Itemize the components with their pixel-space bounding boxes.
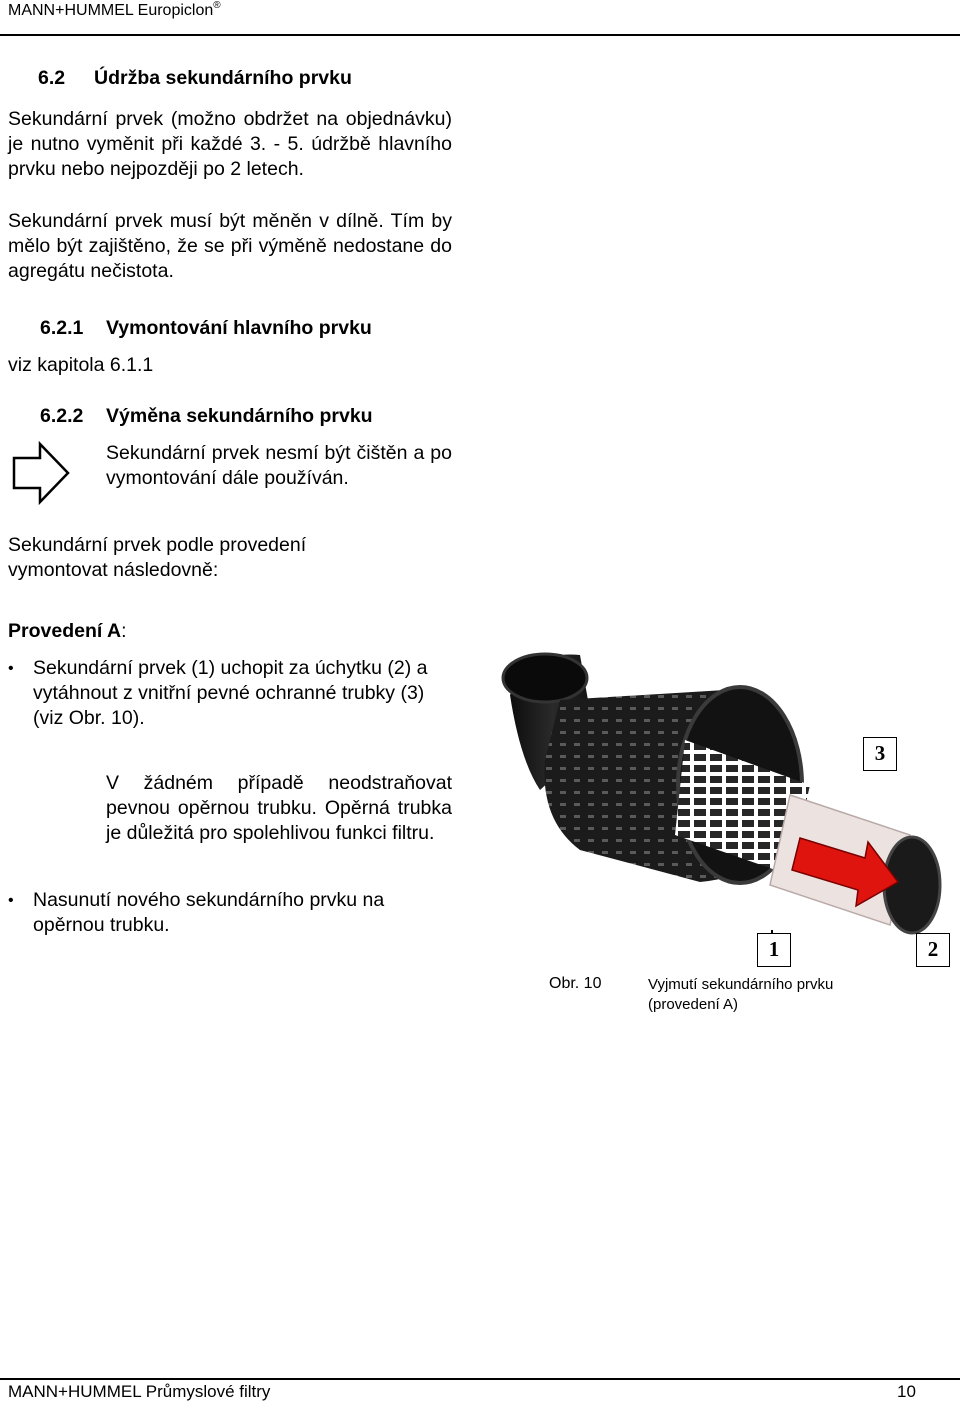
notice-arrow-icon	[10, 440, 72, 506]
subsection-number: 6.2.1	[40, 317, 84, 339]
subsection-heading-6-2-2	[40, 405, 373, 428]
callout-3: 3	[863, 737, 897, 771]
section-number: 6.2	[38, 67, 66, 89]
procedure-list-1	[8, 656, 456, 731]
figure-caption: Vyjmutí sekundárního prvku (provedení A)	[648, 976, 834, 1013]
page-header	[8, 2, 221, 20]
figure-number: Obr. 10	[549, 975, 602, 992]
subsection-heading-6-2-1	[40, 317, 372, 340]
inlet-opening	[503, 654, 587, 702]
header-divider	[0, 34, 960, 36]
procedure-intro: Sekundární prvek podle provedení vymontovat následovně:	[8, 534, 307, 581]
chapter-reference: viz kapitola 6.1.1	[8, 354, 154, 376]
registered-mark: ®	[213, 0, 221, 11]
figure-secondary-element	[500, 620, 955, 970]
footer-divider	[0, 1378, 960, 1380]
intro-paragraph-1: Sekundární prvek (možno obdržet na objednávku) je nutno vyměnit při každé 3. - 5. údržbě hlavního prvku nebo nejpozději po 2 letech.	[8, 108, 452, 180]
warning-text: V žádném případě neodstraňovat pevnou opěrnou trubku. Opěrná trubka je důležitá pro spolehlivou funkci filtru.	[106, 772, 452, 844]
subsection-number: 6.2.2	[40, 405, 84, 427]
filter-illustration	[500, 620, 955, 970]
procedure-list-2	[8, 888, 428, 938]
cleaning-notice: Sekundární prvek nesmí být čištěn a po vymontování dále používán.	[106, 442, 452, 489]
callout-2: 2	[916, 933, 950, 967]
list-item: • Sekundární prvek (1) uchopit za úchytku (2) a vytáhnout z vnitřní pevné ochranné trubky (3) (viz Obr. 10).	[8, 656, 456, 731]
footer-company: MANN+HUMMEL Průmyslové filtry	[8, 1382, 271, 1401]
variant-colon: :	[121, 620, 127, 642]
variant-heading	[8, 619, 126, 644]
intro-paragraph-2: Sekundární prvek musí být měněn v dílně. Tím by mělo být zajištěno, že se při výměně nedostane do agregátu nečistota.	[8, 210, 452, 282]
section-title: Údržba sekundárního prvku	[94, 67, 352, 89]
page-number: 10	[897, 1382, 916, 1401]
header-title: MANN+HUMMEL Europiclon	[8, 2, 214, 19]
variant-label: Provedení A	[8, 620, 122, 642]
subsection-title: Výměna sekundárního prvku	[106, 405, 373, 427]
list-item: • Nasunutí nového sekundárního prvku na opěrnou trubku.	[8, 888, 428, 938]
subsection-title: Vymontování hlavního prvku	[106, 317, 372, 339]
section-heading	[38, 67, 352, 90]
callout-1: 1	[757, 933, 791, 967]
